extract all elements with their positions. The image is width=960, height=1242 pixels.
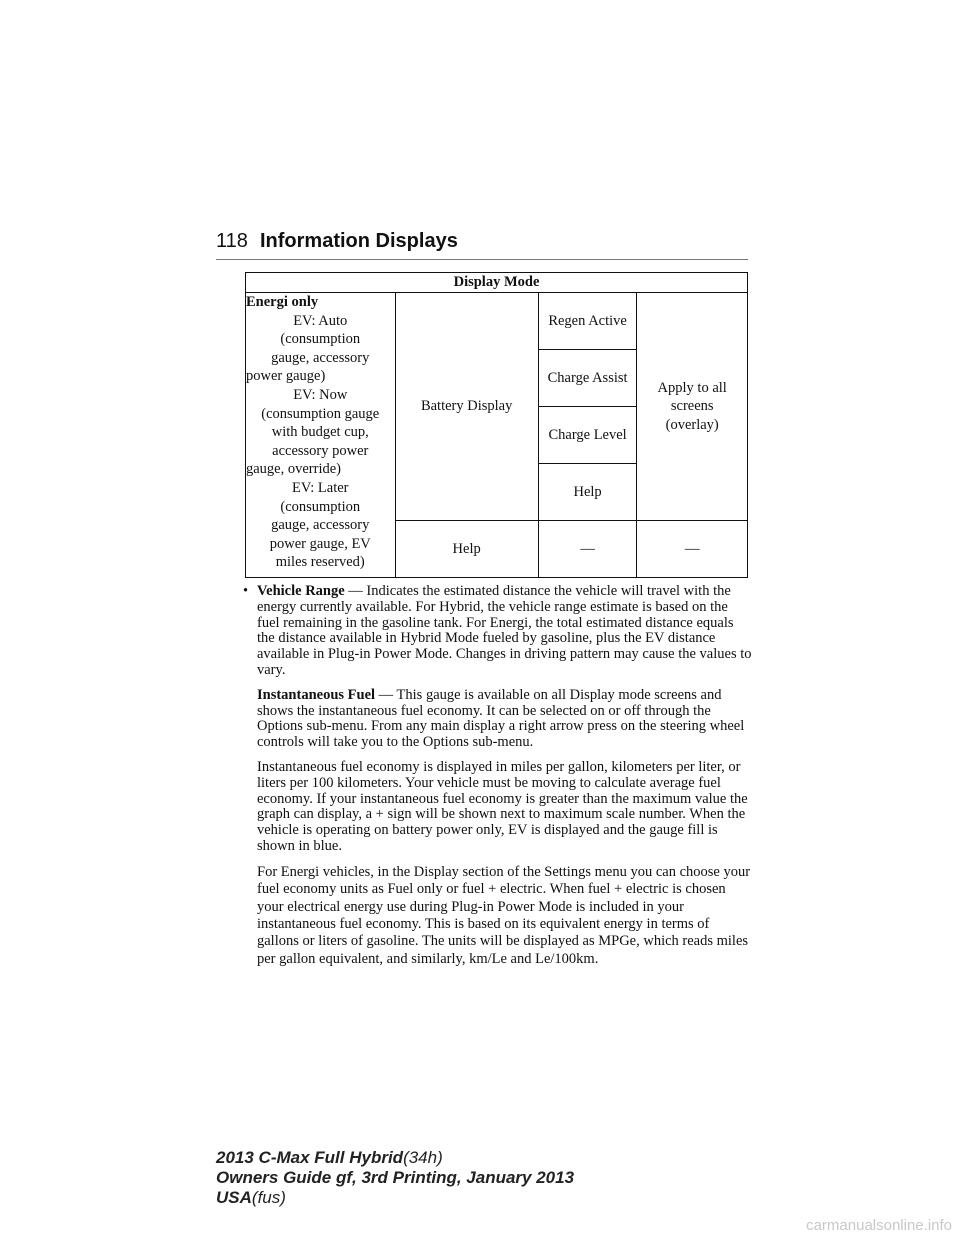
help-sub-cell: Help [538, 464, 637, 521]
footer-model-code: (34h) [403, 1148, 443, 1167]
energi-units-paragraph: For Energi vehicles, in the Display section of the Settings menu you can choose your fuel economy units as Fuel only or fuel + electric. When fuel + electric is chosen your electrical energy use during Plug-in Power Mode is included in your instantaneous fuel economy. This is based on its equivalent energy in terms of gallons or liters of gasoline. The units will be displayed as MPGe, which reads miles per gallon equivalent, and similarly, km/Le and Le/100km. [257, 863, 751, 967]
col1-line: (consumption [280, 498, 361, 515]
apply-all-line: screens [670, 398, 714, 415]
bullet-icon: • [243, 583, 249, 599]
instantaneous-fuel-title: Instantaneous Fuel [257, 686, 376, 703]
footer-line-market [216, 1188, 574, 1208]
vehicle-range-paragraph [243, 583, 752, 679]
battery-display-cell: Battery Display [395, 293, 538, 521]
col1-line: gauge, accessory [271, 349, 370, 366]
instantaneous-fuel-paragraph [257, 688, 752, 751]
col1-line: EV: Auto [293, 312, 348, 329]
page-footer [216, 1148, 574, 1208]
page-header [216, 228, 748, 262]
footer-market: USA [216, 1188, 252, 1207]
dash-cell: — [637, 521, 748, 578]
help-row-cell: Help [395, 521, 538, 578]
footer-model: 2013 C-Max Full Hybrid [216, 1148, 404, 1167]
col1-line: power gauge, EV [269, 535, 371, 552]
vehicle-range-text: — Indicates the estimated distance the vehicle will travel with the energy currently available. For Hybrid, the vehicle range estimate is based on the fuel remaining in the gasoline tank. For Energi, the total estimated distance equals the distance available in Hybrid Mode fueled by gasoline, plus the EV distance available in Plug-in Power Mode. Changes in driving pattern may cause the values to vary. [257, 583, 752, 678]
body-text [243, 583, 752, 977]
header-rule [216, 259, 748, 260]
col1-line: accessory power [272, 442, 369, 459]
col1-line: EV: Later [292, 479, 349, 496]
col1-line: with budget cup, [271, 424, 369, 441]
table-title: Display Mode [246, 273, 748, 293]
col1-line: (consumption [280, 331, 361, 348]
section-title: Information Displays [260, 230, 458, 252]
col1-line: gauge, override) [246, 461, 342, 478]
col1-line: power gauge) [246, 368, 326, 385]
col1-line: EV: Now [293, 386, 348, 403]
apply-all-line: Apply to all [657, 379, 727, 396]
vehicle-range-title: Vehicle Range [257, 583, 345, 599]
charge-level-cell: Charge Level [538, 407, 637, 464]
regen-active-cell: Regen Active [538, 293, 637, 350]
energi-only-title: Energi only [246, 294, 319, 310]
col1-line: (consumption gauge [261, 405, 380, 422]
apply-all-line: (overlay) [665, 416, 719, 433]
footer-market-code: (fus) [251, 1188, 286, 1207]
instantaneous-fuel-text: — This gauge is available on all Display mode screens and shows the instantaneous fuel economy. It can be selected on or off through the Options sub-menu. From any main display a right arrow press on the steering wheel controls will take you to the Options sub-menu. [257, 686, 745, 751]
col1-line: miles reserved) [275, 554, 365, 571]
dash-cell: — [538, 521, 637, 578]
watermark: carmanualsonline.info [806, 1217, 952, 1234]
apply-all-cell [637, 293, 748, 521]
page-number: 118 [216, 230, 248, 252]
fuel-economy-paragraph: Instantaneous fuel economy is displayed in miles per gallon, kilometers per liter, or liters per 100 kilometers. Your vehicle must be moving to calculate average fuel economy. If your instantaneous fuel economy is greater than the maximum value the graph can display, a + sign will be shown next to maximum scale number. When the vehicle is operating on battery power only, EV is displayed and the gauge fill is shown in blue. [257, 758, 748, 854]
footer-line-model [216, 1148, 574, 1168]
display-mode-table [245, 272, 748, 578]
col1-line: gauge, accessory [271, 517, 370, 534]
footer-printing: Owners Guide gf, 3rd Printing, January 2013 [216, 1168, 575, 1187]
charge-assist-cell: Charge Assist [538, 350, 637, 407]
energi-only-cell [246, 293, 396, 578]
